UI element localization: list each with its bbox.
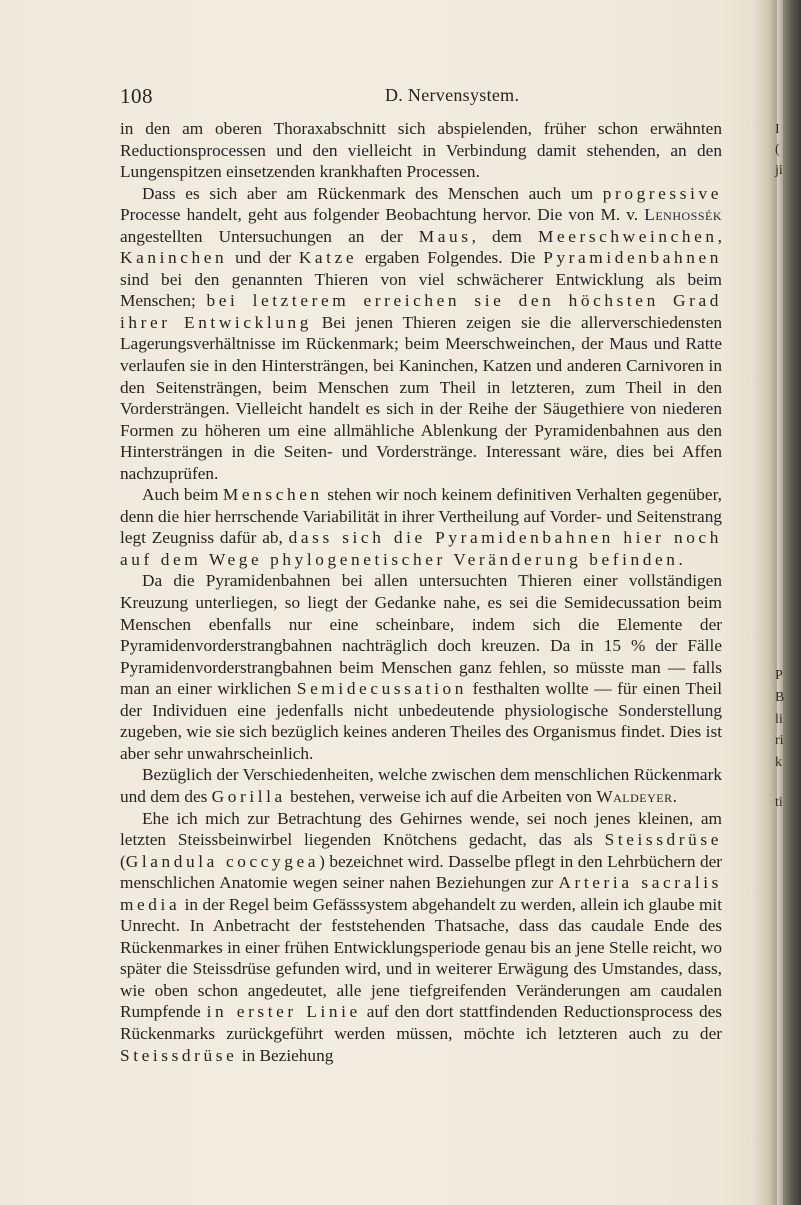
paragraph <box>120 764 722 807</box>
author-name: Waldeyer <box>596 786 673 806</box>
paragraph <box>120 118 722 183</box>
spaced-emphasis: progressive <box>602 183 722 203</box>
spaced-emphasis: Menschen <box>222 485 323 505</box>
spaced-emphasis: bei letzterem erreichen sie den höchsten Grad ihrer Entwicklung <box>120 291 722 332</box>
text-run: ) bezeichnet wird. Dasselbe pflegt in den Lehrbüchern der menschlichen Anatomie wegen seiner nahen Beziehungen zur <box>120 851 723 893</box>
spaced-emphasis: Kaninchen <box>120 248 228 268</box>
paragraph <box>120 484 722 570</box>
facing-page-fragment: ri <box>775 733 784 748</box>
paragraph <box>120 570 722 764</box>
text-run: Processe handelt, geht aus folgender Beobachtung hervor. Die von M. v. <box>120 205 645 225</box>
spaced-emphasis: Steissdrüse <box>120 1045 238 1065</box>
spaced-emphasis: in erster Linie <box>206 1002 361 1022</box>
text-run: in den am oberen Thoraxabschnitt sich abspielenden, früher schon erwähnten Reductionsprocessen und den vielleicht in Verbindung damit stehenden, an den Lungenspitzen einsetzenden krankhaften Processen. <box>120 119 722 182</box>
text-run: . <box>678 549 683 569</box>
text-run: Bezüglich der Verschiedenheiten, welche zwischen dem menschlichen Rückenmark und dem des <box>120 765 722 806</box>
text-run: , <box>717 226 722 246</box>
spaced-emphasis: Glandula coccygea <box>125 851 320 871</box>
spaced-emphasis: Katze <box>298 248 358 268</box>
text-run: Auch beim <box>142 485 223 505</box>
spaced-emphasis: Maus <box>418 226 472 246</box>
book-gutter <box>755 0 801 1205</box>
paragraph <box>120 808 722 1067</box>
text-run: Da die Pyramidenbahnen bei allen untersuchten Thieren einer vollständigen Kreuzung unterliegen, so liegt der Gedanke nahe, es sei die Semidecussation beim Menschen ebenfalls nur eine scheinbare, indem sich die Elemente der Pyramidenvorderstrangbahnen nachträglich doch kreuzen. Da in 15 % der Fälle Pyramidenvorderstrangbahnen beim Menschen ganz fehlen, so müsste man — falls man an einer wirklichen <box>120 571 722 699</box>
text-run: Ehe ich mich zur Betrachtung des Gehirnes wende, sei noch jenes kleinen, am letzten Steissbeinwirbel liegenden Knötchens gedacht, das als <box>120 808 722 850</box>
facing-page-fragment: ti <box>775 795 783 810</box>
facing-page-fragment: B <box>775 690 785 705</box>
spaced-emphasis: Steissdrüse <box>604 830 722 850</box>
facing-page-fragment: I <box>775 122 780 137</box>
text-run: Bei jenen Thieren zeigen sie die allerverschiedensten Lagerungsverhältnisse im Rückenmark; beim Meerschweinchen, der Maus und Ratte verlaufen sie in den Hintersträngen, bei Kaninchen, Katzen und anderen Carnivoren in den Seitensträngen, beim Menschen zum Theil in letzteren, zum Theil in den Vordersträngen. Vielleicht handelt es sich in der Reihe der Säugethiere von niederen Formen zu höheren um eine allmähliche Ablenkung der Pyramidenbahnen aus den Hintersträngen in die Seiten- und Vorderstränge. Interessant wäre, dies bei Affen nachzuprüfen. <box>120 312 723 483</box>
text-run: ergaben Folgendes. Die <box>357 248 544 268</box>
text-run: in Beziehung <box>237 1045 334 1065</box>
text-run: festhalten wollte — für einen Theil der Individuen eine jedenfalls nicht unbedeutende physiologische Sonderstellung zugeben, wie sie sich bezüglich keines anderen Theiles des Organismus findet. Dies ist aber sehr unwahrscheinlich. <box>120 679 722 763</box>
facing-page-fragment: P <box>775 668 783 683</box>
facing-page-edge <box>777 0 783 1205</box>
page-header <box>120 84 722 108</box>
text-run: angestellten Untersuchungen an der <box>120 226 419 246</box>
paragraph <box>120 183 722 485</box>
running-head: D. Nervensystem. <box>385 85 520 105</box>
spaced-emphasis: Arteria sacralis media <box>120 873 722 914</box>
text-run: bestehen, verweise ich auf die Arbeiten von <box>285 786 597 806</box>
spaced-emphasis: Pyramidenbahnen <box>543 248 723 268</box>
text-run: auf den dort stattfindenden Reductionsprocess des Rückenmarks zurückgeführt werden müssen, möchte ich letzteren auch zu der <box>120 1002 722 1043</box>
text-run: sind bei den genannten Thieren von viel schwächerer Entwicklung als beim Menschen; <box>120 269 722 311</box>
text-run: . <box>672 786 677 806</box>
body-text <box>120 118 722 1066</box>
facing-page-fragment: ji <box>775 163 783 178</box>
text-run: in der Regel beim Gefässsystem abgehandelt zu werden, allein ich glaube mit Unrecht. In Anbetracht der feststehenden Thatsache, dass das caudale Ende des Rückenmarkes in einer frühen Entwicklungsperiode genau bis an jene Stelle reicht, wo später die Steissdrüse gefunden wird, und in weiterer Erwägung des Umstandes, dass, wie oben schon angedeutet, alle jene tiefgreifenden Veränderungen am caudalen Rumpfende <box>120 894 722 1022</box>
spaced-emphasis: Meerschweinchen <box>537 226 718 246</box>
text-run: , dem <box>471 226 538 246</box>
facing-page-fragment: li <box>775 712 783 727</box>
text-run: stehen wir noch keinem definitiven Verhalten gegenüber, denn die hier herrschende Variabilität in ihrer Vertheilung auf Vorder- und Seitenstrang legt Zeugniss dafür ab, <box>120 485 722 548</box>
spaced-emphasis: Gorilla <box>211 786 286 806</box>
text-run: und der <box>227 248 299 268</box>
text-run: ( <box>120 851 126 871</box>
spaced-emphasis: Semidecussation <box>296 679 468 699</box>
facing-page-fragment: k <box>775 755 782 770</box>
spaced-emphasis: dass sich die Pyramidenbahnen hier noch auf dem Wege phylogenetischer Veränderung befinden <box>120 528 722 569</box>
author-name: Lenhossék <box>644 205 722 225</box>
page-number: 108 <box>120 84 153 108</box>
facing-page-fragment: ( <box>775 142 780 157</box>
text-run: Dass es sich aber am Rückenmark des Menschen auch um <box>142 183 603 203</box>
